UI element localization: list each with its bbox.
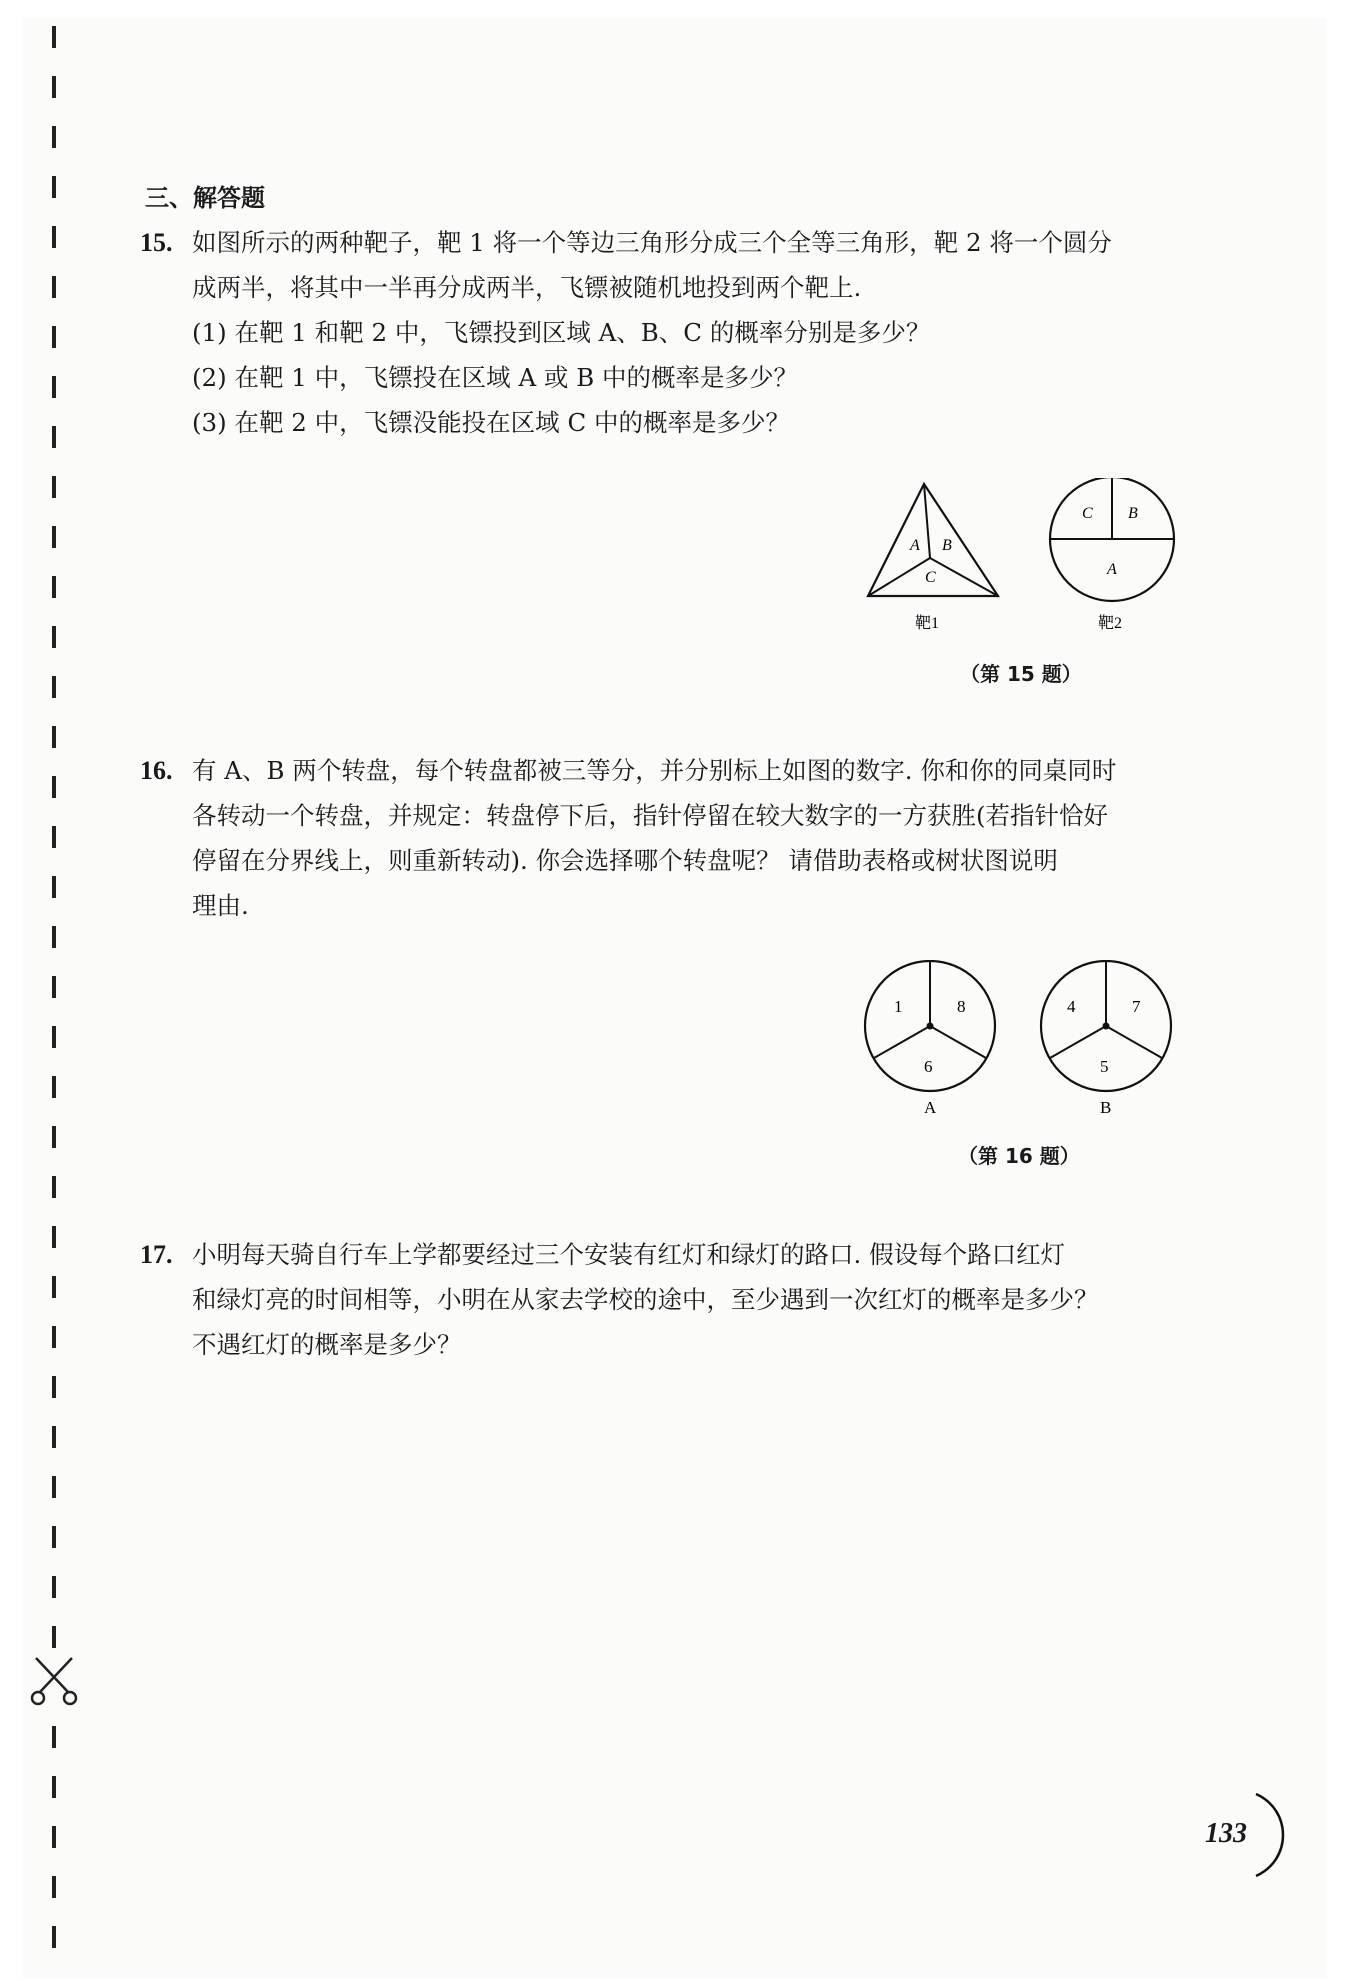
region-label: A (910, 537, 920, 554)
question-text-line: 小明每天骑自行车上学都要经过三个安装有红灯和绿灯的路口. 假设每个路口红灯 (192, 1240, 1066, 1269)
region-label: C (925, 569, 936, 586)
sub-question: (3) 在靶 2 中，飞镖没能投在区域 C 中的概率是多少？ (192, 408, 790, 437)
section-title: 三、解答题 (145, 184, 265, 212)
question-text-line: 和绿灯亮的时间相等，小明在从家去学校的途中，至少遇到一次红灯的概率是多少？ (192, 1285, 1099, 1314)
question-15 (140, 220, 1200, 445)
question-number: 16. (140, 756, 173, 785)
figure-15 (860, 478, 1200, 652)
region-label: A (1107, 561, 1117, 578)
sub-question: (1) 在靶 1 和靶 2 中，飞镖投到区域 A、B、C 的概率分别是多少？ (192, 318, 931, 347)
question-text-line: 如图所示的两种靶子，靶 1 将一个等边三角形分成三个全等三角形，靶 2 将一个圆分 (192, 228, 1112, 257)
spinner-label: A (924, 1098, 937, 1117)
question-text-line: 不遇红灯的概率是多少？ (192, 1330, 462, 1359)
region-label: B (942, 537, 952, 554)
spinner-a (865, 961, 995, 1117)
figure-caption: （第 16 题） (958, 1144, 1080, 1168)
spinner-number: 8 (957, 997, 966, 1016)
sub-question: (2) 在靶 1 中，飞镖投在区域 A 或 B 中的概率是多少？ (192, 363, 799, 392)
spinner-number: 1 (894, 997, 903, 1016)
question-text-line: 停留在分界线上，则重新转动). 你会选择哪个转盘呢？ 请借助表格或树状图说明 (192, 846, 1058, 875)
target-label: 靶1 (915, 615, 940, 632)
target-label: 靶2 (1098, 615, 1123, 632)
target-2 (1050, 478, 1174, 632)
target-1 (868, 484, 998, 632)
spinner-number: 5 (1100, 1057, 1109, 1076)
question-text-line: 各转动一个转盘，并规定：转盘停下后，指针停留在较大数字的一方获胜(若指针恰好 (192, 801, 1109, 830)
region-label: B (1128, 505, 1138, 522)
question-17 (140, 1232, 1200, 1367)
page-number-bracket-icon (1252, 1790, 1292, 1884)
figure-16 (862, 960, 1182, 1124)
question-number: 15. (140, 228, 173, 257)
spinner-number: 6 (924, 1057, 933, 1076)
question-16 (140, 748, 1200, 928)
region-label: C (1082, 505, 1093, 522)
page-number: 133 (1205, 1818, 1247, 1849)
spinner-number: 7 (1132, 997, 1141, 1016)
question-text-line: 理由. (192, 891, 249, 920)
spinner-label: B (1100, 1098, 1112, 1117)
question-text-line: 成两半，将其中一半再分成两半，飞镖被随机地投到两个靶上. (192, 273, 862, 302)
spinner-b (1041, 961, 1171, 1117)
question-number: 17. (140, 1240, 173, 1269)
figure-caption: （第 15 题） (960, 662, 1082, 686)
question-text-line: 有 A、B 两个转盘，每个转盘都被三等分，并分别标上如图的数字. 你和你的同桌同时 (192, 756, 1117, 785)
spinner-number: 4 (1067, 997, 1076, 1016)
scissors-icon (26, 1652, 82, 1708)
